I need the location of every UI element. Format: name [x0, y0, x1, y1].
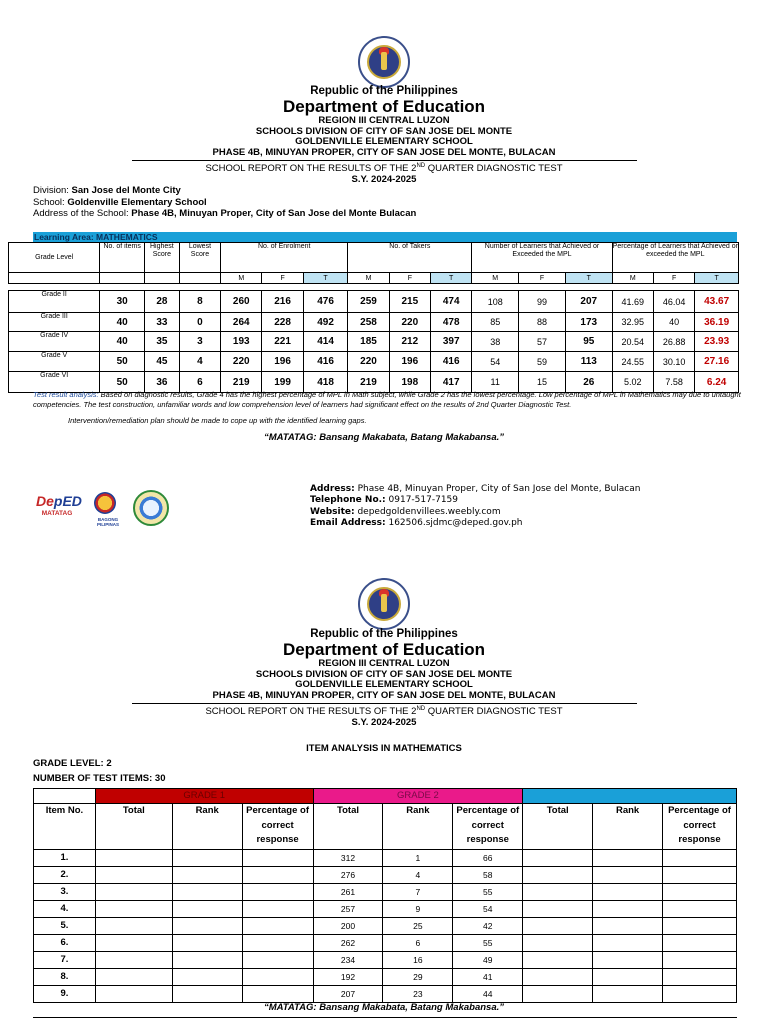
cell-g3-pct — [663, 850, 737, 867]
cell-g3-pct — [663, 952, 737, 969]
spacer-row — [9, 284, 739, 291]
cell-g2-rank: 1 — [383, 850, 453, 867]
cell-pF: 7.58 — [653, 372, 694, 393]
sub-f: F — [262, 273, 303, 284]
cell-tkM: 185 — [348, 332, 389, 352]
cell-acT: 26 — [565, 372, 612, 393]
cell-g3-pct — [663, 969, 737, 986]
cell-enM: 260 — [221, 291, 262, 313]
item-row — [34, 952, 737, 969]
contact-email: Email Address: 162506.sjdmc@deped.gov.ph — [310, 517, 523, 528]
cell-high: 33 — [144, 313, 179, 332]
cell-g2-pct: 55 — [453, 935, 523, 952]
department-heading: Department of Education — [282, 640, 486, 659]
cell-g1-pct — [242, 901, 313, 918]
col-total: Total — [313, 804, 383, 850]
col-rank: Rank — [383, 804, 453, 850]
address-heading: PHASE 4B, MINUYAN PROPER, CITY OF SAN JOSE DEL MONTE, BULACAN — [212, 146, 556, 158]
cell-high: 28 — [144, 291, 179, 313]
cell-pF: 26.88 — [653, 332, 694, 352]
cell-g2-total: 276 — [313, 867, 383, 884]
school-info — [33, 185, 416, 220]
cell-item-no: 5. — [34, 918, 96, 935]
school-line: School: Goldenville Elementary School — [33, 196, 207, 208]
analysis-label: Test result analysis: — [33, 390, 99, 399]
cell-g1-pct — [242, 952, 313, 969]
results-row — [9, 291, 739, 313]
cell-low: 6 — [179, 372, 220, 393]
sub-m: M — [612, 273, 653, 284]
col-rank: Rank — [593, 804, 663, 850]
cell-item-no: 1. — [34, 850, 96, 867]
cell-tkT: 416 — [431, 352, 472, 372]
cell-g2-pct: 55 — [453, 884, 523, 901]
results-row — [9, 313, 739, 332]
cell-acM: 38 — [472, 332, 519, 352]
sub-f: F — [389, 273, 430, 284]
cell-grade: Grade VI — [9, 372, 100, 393]
col-takers: No. of Takers — [348, 243, 472, 273]
cell-g2-rank: 4 — [383, 867, 453, 884]
cell-item-no: 2. — [34, 867, 96, 884]
cell-tkM: 219 — [348, 372, 389, 393]
republic-heading: Republic of the Philippines — [310, 628, 458, 640]
cell-g1-pct — [242, 969, 313, 986]
cell-g3-pct — [663, 935, 737, 952]
cell-pM: 24.55 — [612, 352, 653, 372]
sub-m: M — [472, 273, 519, 284]
cell-grade: Grade V — [9, 352, 100, 372]
cell-enT: 476 — [303, 291, 348, 313]
cell-g1-total — [95, 969, 172, 986]
cell-g3-pct — [663, 986, 737, 1003]
cell-g2-total: 207 — [313, 986, 383, 1003]
cell-g2-total: 312 — [313, 850, 383, 867]
cell-enF: 216 — [262, 291, 303, 313]
cell-g2-rank: 25 — [383, 918, 453, 935]
results-row — [9, 332, 739, 352]
item-analysis-title: ITEM ANALYSIS IN MATHEMATICS — [306, 743, 462, 754]
num-items-line: NUMBER OF TEST ITEMS: 30 — [33, 773, 166, 784]
col-lowest: Lowest Score — [179, 243, 220, 273]
letterhead — [0, 85, 768, 185]
cell-g1-total — [95, 901, 172, 918]
cell-enT: 492 — [303, 313, 348, 332]
cell-high: 36 — [144, 372, 179, 393]
school-address-line: Address of the School: Phase 4B, Minuyan Proper, City of San Jose del Monte Bulacan — [33, 208, 417, 219]
cell-tkM: 220 — [348, 352, 389, 372]
item-row — [34, 969, 737, 986]
republic-heading: Republic of the Philippines — [310, 85, 458, 97]
cell-high: 35 — [144, 332, 179, 352]
cell-g1-total — [95, 986, 172, 1003]
school-seal-logo — [133, 490, 169, 526]
letterhead-page2 — [0, 628, 768, 728]
cell-grade: Grade IV — [9, 332, 100, 352]
motto: “MATATAG: Bansang Makabata, Batang Makabansa.” — [263, 432, 504, 443]
cell-g3-total — [523, 969, 593, 986]
department-heading: Department of Education — [282, 97, 486, 116]
cell-g3-pct — [663, 901, 737, 918]
cell-g3-rank — [593, 952, 663, 969]
item-row — [34, 901, 737, 918]
cell-g2-total: 261 — [313, 884, 383, 901]
col-total: Total — [523, 804, 593, 850]
learning-area-bar: Learning Area: MATHEMATICS — [33, 232, 737, 242]
division-line: Division: San Jose del Monte City — [33, 185, 181, 196]
cell-g2-total: 234 — [313, 952, 383, 969]
cell-acF: 15 — [519, 372, 566, 393]
deped-matatag-logo: DepED MATATAG — [36, 493, 82, 517]
cell-g2-total: 192 — [313, 969, 383, 986]
cell-acM: 108 — [472, 291, 519, 313]
cell-pT: 43.67 — [695, 291, 739, 313]
cell-g1-rank — [172, 986, 242, 1003]
sub-f: F — [653, 273, 694, 284]
cell-g1-pct — [242, 918, 313, 935]
cell-pF: 40 — [653, 313, 694, 332]
group-grade-2: GRADE 2 — [313, 789, 523, 804]
cell-g3-total — [523, 986, 593, 1003]
cell-g1-rank — [172, 901, 242, 918]
item-row — [34, 935, 737, 952]
sub-m: M — [348, 273, 389, 284]
cell-g3-pct — [663, 918, 737, 935]
cell-item-no: 4. — [34, 901, 96, 918]
cell-pM: 20.54 — [612, 332, 653, 352]
cell-g3-total — [523, 935, 593, 952]
cell-g2-rank: 9 — [383, 901, 453, 918]
group-grade-1: GRADE 1 — [95, 789, 313, 804]
col-pct: Percentage of correct response — [453, 804, 523, 850]
cell-g2-rank: 29 — [383, 969, 453, 986]
blank-cell — [179, 273, 220, 284]
cell-enF: 196 — [262, 352, 303, 372]
cell-g1-pct — [242, 884, 313, 901]
cell-items: 50 — [100, 352, 145, 372]
division-heading: SCHOOLS DIVISION OF CITY OF SAN JOSE DEL MONTE — [255, 668, 513, 680]
cell-g3-total — [523, 850, 593, 867]
cell-tkF: 196 — [389, 352, 430, 372]
cell-g1-rank — [172, 952, 242, 969]
cell-acM: 11 — [472, 372, 519, 393]
cell-tkF: 212 — [389, 332, 430, 352]
col-pct: Percentage of correct response — [663, 804, 737, 850]
cell-g1-pct — [242, 867, 313, 884]
cell-g2-rank: 6 — [383, 935, 453, 952]
cell-enM: 219 — [221, 372, 262, 393]
item-row — [34, 986, 737, 1003]
contact-website: Website: depedgoldenvillees.weebly.com — [310, 506, 501, 517]
cell-tkT: 397 — [431, 332, 472, 352]
cell-enF: 199 — [262, 372, 303, 393]
cell-g1-total — [95, 952, 172, 969]
cell-tkT: 474 — [431, 291, 472, 313]
col-percentage: Percentage of Learners that Achieved or exceeded the MPL — [612, 243, 738, 273]
col-achieved: Number of Learners that Achieved or Exceeded the MPL — [472, 243, 612, 273]
cell-enM: 264 — [221, 313, 262, 332]
cell-g1-total — [95, 867, 172, 884]
cell-tkM: 259 — [348, 291, 389, 313]
blank-cell — [100, 273, 145, 284]
grade-level-line: GRADE LEVEL: 2 — [33, 758, 112, 769]
cell-pF: 46.04 — [653, 291, 694, 313]
deped-seal-icon — [358, 578, 410, 630]
cell-acM: 54 — [472, 352, 519, 372]
cell-items: 40 — [100, 332, 145, 352]
cell-grade: Grade III — [9, 313, 100, 332]
cell-acT: 173 — [565, 313, 612, 332]
cell-g3-rank — [593, 850, 663, 867]
cell-item-no: 6. — [34, 935, 96, 952]
cell-g2-pct: 44 — [453, 986, 523, 1003]
cell-g2-total: 257 — [313, 901, 383, 918]
cell-tkM: 258 — [348, 313, 389, 332]
cell-pT: 6.24 — [695, 372, 739, 393]
cell-g2-pct: 58 — [453, 867, 523, 884]
cell-g2-pct: 49 — [453, 952, 523, 969]
cell-g1-total — [95, 918, 172, 935]
cell-g1-rank — [172, 935, 242, 952]
cell-tkF: 198 — [389, 372, 430, 393]
cell-g3-pct — [663, 867, 737, 884]
cell-g3-rank — [593, 867, 663, 884]
col-no-items: No. of items — [100, 243, 145, 273]
cell-g3-rank — [593, 935, 663, 952]
cell-g2-rank: 16 — [383, 952, 453, 969]
cell-g3-rank — [593, 918, 663, 935]
cell-g2-pct: 66 — [453, 850, 523, 867]
cell-pT: 27.16 — [695, 352, 739, 372]
blank-cell — [144, 273, 179, 284]
cell-pT: 36.19 — [695, 313, 739, 332]
cell-tkF: 220 — [389, 313, 430, 332]
deped-seal-icon — [358, 36, 410, 88]
col-highest: Highest Score — [144, 243, 179, 273]
cell-tkT: 478 — [431, 313, 472, 332]
cell-items: 50 — [100, 372, 145, 393]
cell-g3-rank — [593, 969, 663, 986]
cell-low: 3 — [179, 332, 220, 352]
school-heading: GOLDENVILLE ELEMENTARY SCHOOL — [295, 136, 473, 147]
cell-g3-total — [523, 952, 593, 969]
cell-g1-total — [95, 935, 172, 952]
footer-rule — [33, 1017, 737, 1018]
cell-g3-rank — [593, 901, 663, 918]
cell-item-no: 3. — [34, 884, 96, 901]
cell-enT: 416 — [303, 352, 348, 372]
cell-acF: 88 — [519, 313, 566, 332]
cell-g2-pct: 54 — [453, 901, 523, 918]
cell-g1-rank — [172, 867, 242, 884]
cell-g1-pct — [242, 850, 313, 867]
bagong-pilipinas-logo: BAGONG PILIPINAS — [88, 490, 124, 526]
cell-low: 4 — [179, 352, 220, 372]
cell-enF: 228 — [262, 313, 303, 332]
analysis-text: Based on diagnostic results, Grade 4 has the highest percentage of MPL in Math subject, while Grade 2 has the lowest percentage. Low percentage of MPL in Mathematics may due to untaught competencies. The test construction, unfamiliar words and low comprehension level of learners had significant effect on the results of 2nd Quarter Diagnostic Test. — [33, 390, 741, 409]
address-heading: PHASE 4B, MINUYAN PROPER, CITY OF SAN JOSE DEL MONTE, BULACAN — [212, 689, 556, 701]
cell-acM: 85 — [472, 313, 519, 332]
cell-items: 30 — [100, 291, 145, 313]
report-title: SCHOOL REPORT ON THE RESULTS OF THE 2ND QUARTER DIAGNOSTIC TEST — [205, 163, 563, 175]
cell-g1-total — [95, 884, 172, 901]
blank-cell — [9, 273, 100, 284]
results-row — [9, 352, 739, 372]
region-heading: REGION III CENTRAL LUZON — [318, 658, 450, 669]
contact-phone: Telephone No.: 0917-517-7159 — [310, 495, 458, 506]
item-row — [34, 867, 737, 884]
sub-t: T — [565, 273, 612, 284]
cell-item-no: 8. — [34, 969, 96, 986]
group-grade-3 — [523, 789, 737, 804]
cell-g2-total: 200 — [313, 918, 383, 935]
cell-high: 45 — [144, 352, 179, 372]
cell-enF: 221 — [262, 332, 303, 352]
item-row — [34, 918, 737, 935]
cell-g2-pct: 41 — [453, 969, 523, 986]
cell-g1-pct — [242, 935, 313, 952]
contact-block — [310, 484, 640, 529]
cell-tkF: 215 — [389, 291, 430, 313]
cell-g2-rank: 7 — [383, 884, 453, 901]
cell-g3-pct — [663, 884, 737, 901]
cell-acT: 207 — [565, 291, 612, 313]
cell-g1-rank — [172, 969, 242, 986]
cell-grade: Grade II — [9, 291, 100, 313]
col-pct: Percentage of correct response — [242, 804, 313, 850]
cell-pT: 23.93 — [695, 332, 739, 352]
col-item-no: Item No. — [34, 804, 96, 850]
col-enrolment: No. of Enrolment — [221, 243, 348, 273]
col-rank: Rank — [172, 804, 242, 850]
cell-pM: 41.69 — [612, 291, 653, 313]
cell-g2-rank: 23 — [383, 986, 453, 1003]
cell-tkT: 417 — [431, 372, 472, 393]
sub-t: T — [431, 273, 472, 284]
cell-g1-total — [95, 850, 172, 867]
cell-g1-pct — [242, 986, 313, 1003]
region-heading: REGION III CENTRAL LUZON — [318, 115, 450, 126]
report-title: SCHOOL REPORT ON THE RESULTS OF THE 2ND QUARTER DIAGNOSTIC TEST — [205, 706, 563, 718]
cell-low: 0 — [179, 313, 220, 332]
school-year: S.Y. 2024-2025 — [351, 174, 417, 186]
intervention-note: Intervention/remediation plan should be made to cope up with the identified learning gaps. — [68, 416, 367, 425]
cell-acF: 59 — [519, 352, 566, 372]
sub-f: F — [519, 273, 566, 284]
cell-pM: 5.02 — [612, 372, 653, 393]
cell-item-no: 9. — [34, 986, 96, 1003]
cell-g1-rank — [172, 884, 242, 901]
group-blank — [34, 789, 96, 804]
cell-acT: 95 — [565, 332, 612, 352]
contact-address: Address: Phase 4B, Minuyan Proper, City of San Jose del Monte, Bulacan — [310, 484, 641, 494]
sub-t: T — [303, 273, 348, 284]
division-heading: SCHOOLS DIVISION OF CITY OF SAN JOSE DEL MONTE — [255, 125, 513, 137]
cell-g3-total — [523, 901, 593, 918]
cell-acT: 113 — [565, 352, 612, 372]
cell-pM: 32.95 — [612, 313, 653, 332]
cell-enM: 193 — [221, 332, 262, 352]
item-row — [34, 884, 737, 901]
col-grade-level: Grade Level — [9, 243, 100, 273]
col-total: Total — [95, 804, 172, 850]
cell-g2-total: 262 — [313, 935, 383, 952]
sub-t: T — [695, 273, 739, 284]
cell-g3-total — [523, 867, 593, 884]
cell-low: 8 — [179, 291, 220, 313]
cell-acF: 99 — [519, 291, 566, 313]
cell-enT: 418 — [303, 372, 348, 393]
test-result-analysis — [33, 390, 743, 409]
sub-m: M — [221, 273, 262, 284]
results-table — [8, 242, 739, 393]
cell-enT: 414 — [303, 332, 348, 352]
cell-acF: 57 — [519, 332, 566, 352]
cell-g2-pct: 42 — [453, 918, 523, 935]
cell-item-no: 7. — [34, 952, 96, 969]
cell-g3-rank — [593, 884, 663, 901]
item-row — [34, 850, 737, 867]
cell-g3-total — [523, 884, 593, 901]
cell-enM: 220 — [221, 352, 262, 372]
cell-g3-rank — [593, 986, 663, 1003]
cell-pF: 30.10 — [653, 352, 694, 372]
cell-g3-total — [523, 918, 593, 935]
item-analysis-table — [33, 788, 737, 1003]
cell-g1-rank — [172, 850, 242, 867]
school-year: S.Y. 2024-2025 — [351, 717, 417, 729]
motto-footer: “MATATAG: Bansang Makabata, Batang Makabansa.” — [263, 1002, 504, 1013]
cell-g1-rank — [172, 918, 242, 935]
cell-items: 40 — [100, 313, 145, 332]
school-heading: GOLDENVILLE ELEMENTARY SCHOOL — [295, 679, 473, 690]
